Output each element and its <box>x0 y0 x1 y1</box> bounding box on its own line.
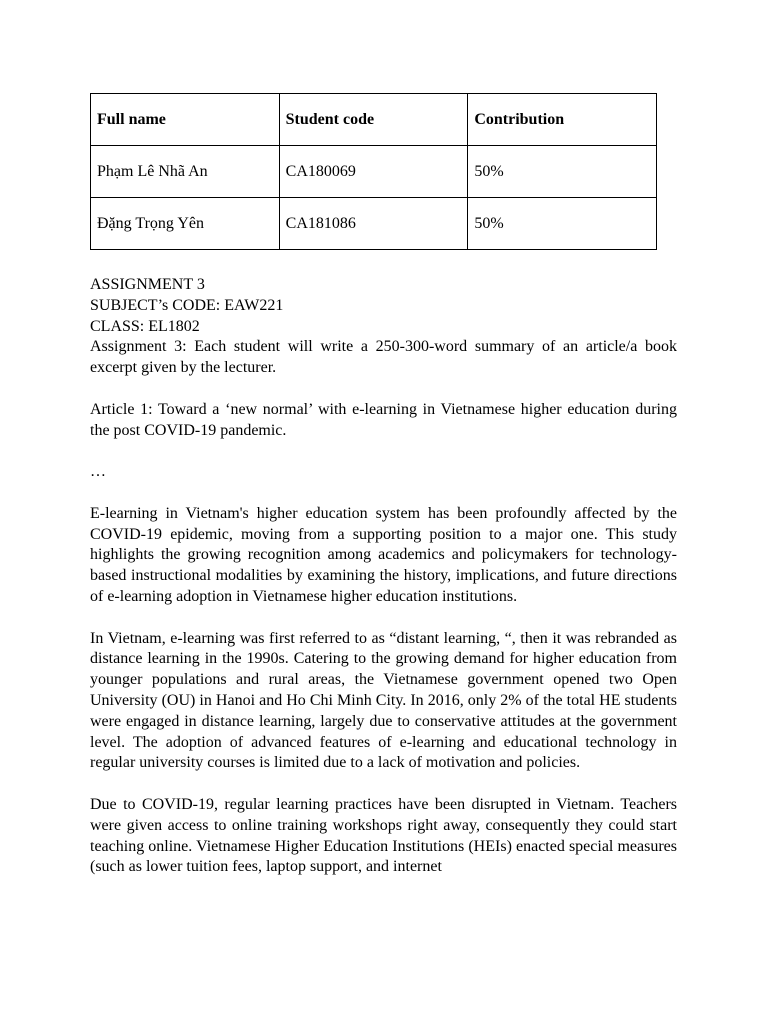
cell-contribution: 50% <box>468 146 657 198</box>
document-page <box>90 93 677 878</box>
table-row <box>91 198 657 250</box>
table-header-row <box>91 94 657 146</box>
cell-student-code: CA180069 <box>279 146 468 198</box>
article-title: Article 1: Toward a ‘new normal’ with e-learning in Vietnamese higher education during the post COVID-19 pandemic. <box>90 400 677 439</box>
paragraph-intro: E-learning in Vietnam's higher education system has been profoundly affected by the COVID-19 epidemic, moving from a supporting position to a major one. This study highlights the growing recognition among academics and policymakers for technology-based instructional modalities by examining the history, implications, and future directions of e-learning adoption in Vietnamese higher education institutions. <box>90 504 677 605</box>
contribution-table <box>90 93 657 250</box>
assignment-description: Assignment 3: Each student will write a 250-300-word summary of an article/a book excerpt given by the lecturer. <box>90 338 677 377</box>
table-row <box>91 146 657 198</box>
paragraph-history: In Vietnam, e-learning was first referred to as “distant learning, “, then it was rebranded as distance learning in the 1990s. Catering to the growing demand for higher education from younger populations and rural areas, the Vietnamese government opened two Open University (OU) in Hanoi and Ho Chi Minh City. In 2016, only 2% of the total HE students were engaged in distance learning, largely due to conservative attitudes at the government level. The adoption of advanced features of e-learning and educational technology in regular university courses is limited due to a lack of motivation and policies. <box>90 629 677 772</box>
header-full-name: Full name <box>91 94 280 146</box>
cell-full-name: Đặng Trọng Yên <box>91 198 280 250</box>
header-student-code: Student code <box>279 94 468 146</box>
cell-student-code: CA181086 <box>279 198 468 250</box>
class-code: CLASS: EL1802 <box>90 317 200 335</box>
paragraph-covid: Due to COVID-19, regular learning practices have been disrupted in Vietnam. Teachers were given access to online training workshops right away, consequently they could start teaching online. Vietnamese Higher Education Institutions (HEIs) enacted special measures (such as lower tuition fees, laptop support, and internet <box>90 795 677 876</box>
assignment-title: ASSIGNMENT 3 <box>90 276 205 293</box>
cell-full-name: Phạm Lê Nhã An <box>91 146 280 198</box>
cell-contribution: 50% <box>468 198 657 250</box>
ellipsis-text: … <box>90 463 106 481</box>
subject-code: SUBJECT’s CODE: EAW221 <box>90 296 284 314</box>
document-body <box>90 275 677 878</box>
header-contribution: Contribution <box>468 94 657 146</box>
